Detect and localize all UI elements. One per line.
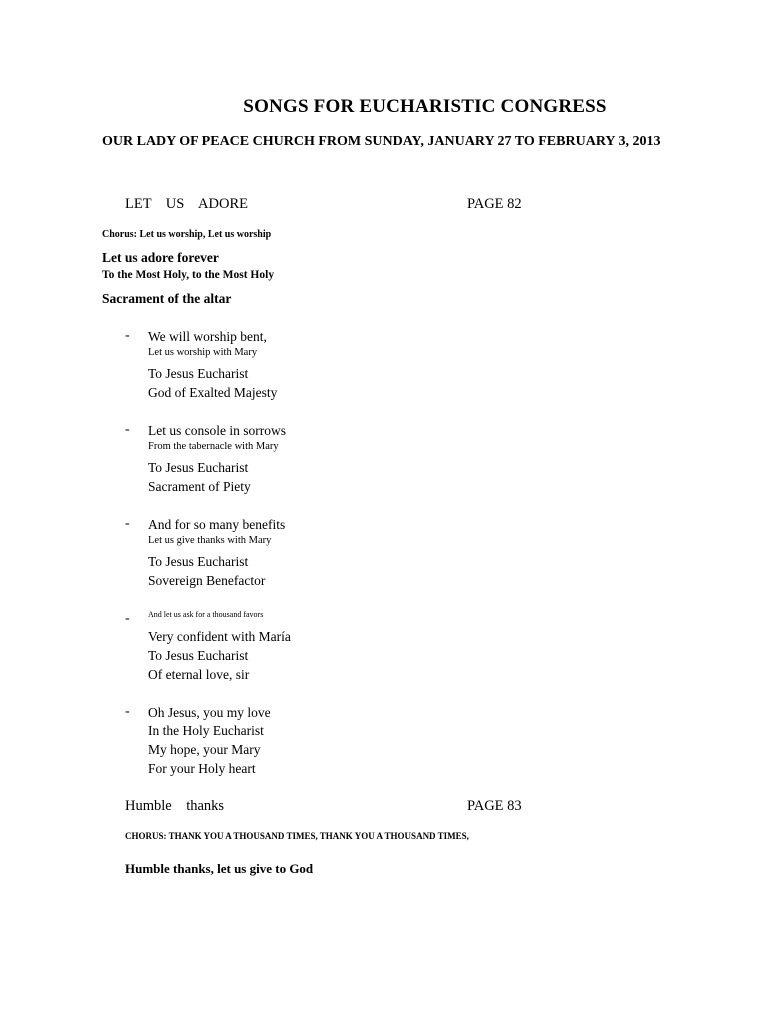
song-title: Humble thanks (125, 798, 225, 814)
verse-dash: - (125, 422, 130, 437)
verse-line: To Jesus Eucharist (148, 460, 249, 475)
verse-line: We will worship bent, (148, 329, 267, 344)
page-reference: PAGE 82 (467, 196, 522, 212)
verse-line: For your Holy heart (148, 761, 256, 776)
chorus-line: Let us adore forever (102, 250, 219, 265)
verse-line: And for so many benefits (148, 517, 286, 532)
chorus-line: To the Most Holy, to the Most Holy (102, 269, 275, 281)
verse-line: Oh Jesus, you my love (148, 705, 271, 720)
verse-line: To Jesus Eucharist (148, 554, 249, 569)
verse-line: Of eternal love, sir (148, 667, 250, 682)
document-subtitle: OUR LADY OF PEACE CHURCH FROM SUNDAY, JANUARY 27 TO FEBRUARY 3, 2013 (102, 134, 661, 149)
verse-line: And let us ask for a thousand favors (148, 610, 264, 619)
chorus-line: Sacrament of the altar (102, 291, 232, 306)
verse-line: In the Holy Eucharist (148, 723, 264, 738)
verse-dash: - (125, 611, 130, 626)
chorus-intro: CHORUS: THANK YOU A THOUSAND TIMES, THANK YOU A THOUSAND TIMES, (125, 831, 469, 841)
verse-line: Let us worship with Mary (148, 347, 258, 358)
verse-line: To Jesus Eucharist (148, 648, 249, 663)
song-title: LET US ADORE (125, 196, 248, 212)
verse-line: Let us console in sorrows (148, 423, 286, 438)
verse-line: My hope, your Mary (148, 742, 261, 757)
verse-line: God of Exalted Majesty (148, 385, 278, 400)
page-reference: PAGE 83 (467, 798, 522, 814)
verse-line: Sacrament of Piety (148, 479, 251, 494)
verse-dash: - (125, 516, 130, 531)
verse-line: Very confident with María (148, 629, 291, 644)
verse-line: To Jesus Eucharist (148, 366, 249, 381)
verse-line: Sovereign Benefactor (148, 573, 266, 588)
chorus-intro: Chorus: Let us worship, Let us worship (102, 229, 272, 240)
verse-dash: - (125, 328, 130, 343)
verse-dash: - (125, 704, 130, 719)
verse-line: Let us give thanks with Mary (148, 535, 272, 546)
verse-line: From the tabernacle with Mary (148, 441, 279, 452)
chorus-line: Humble thanks, let us give to God (125, 861, 314, 876)
document-title: SONGS FOR EUCHARISTIC CONGRESS (243, 96, 607, 117)
